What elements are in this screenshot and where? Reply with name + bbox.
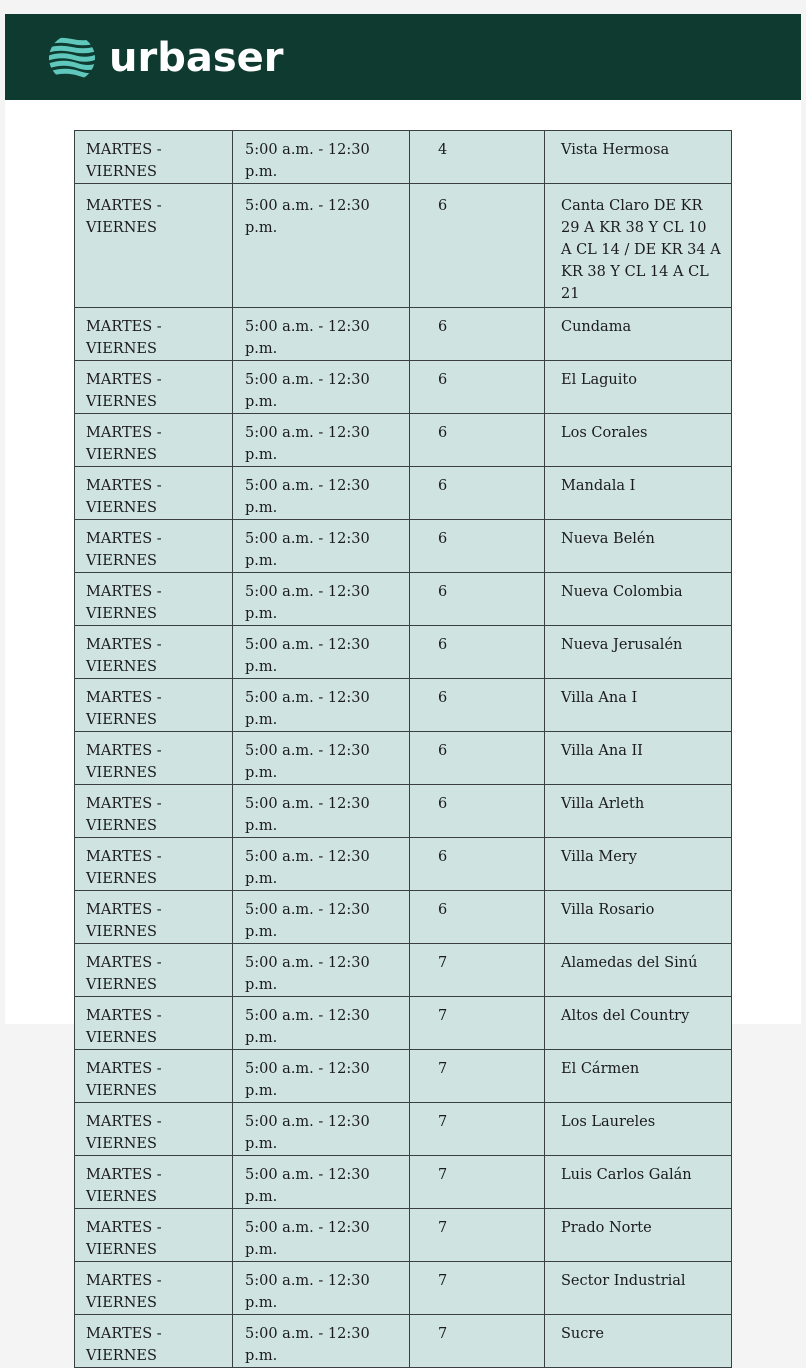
table-row xyxy=(75,1050,732,1103)
hours-cell: 5:00 a.m. - 12:30 p.m. xyxy=(233,1262,410,1315)
neighborhood-cell: Cundama xyxy=(545,308,732,361)
neighborhood-cell: Villa Ana II xyxy=(545,732,732,785)
number-cell: 6 xyxy=(410,414,545,467)
neighborhood-cell: Alamedas del Sinú xyxy=(545,944,732,997)
neighborhood-cell: Prado Norte xyxy=(545,1209,732,1262)
days-cell: MARTES - VIERNES xyxy=(75,1103,233,1156)
number-cell: 7 xyxy=(410,1209,545,1262)
hours-cell: 5:00 a.m. - 12:30 p.m. xyxy=(233,1156,410,1209)
table-row xyxy=(75,1262,732,1315)
days-cell: MARTES - VIERNES xyxy=(75,467,233,520)
collection-schedule-table xyxy=(74,130,732,1368)
hours-cell: 5:00 a.m. - 12:30 p.m. xyxy=(233,184,410,308)
table-row xyxy=(75,467,732,520)
days-cell: MARTES - VIERNES xyxy=(75,891,233,944)
number-cell: 7 xyxy=(410,997,545,1050)
number-cell: 6 xyxy=(410,891,545,944)
hours-cell: 5:00 a.m. - 12:30 p.m. xyxy=(233,308,410,361)
number-cell: 6 xyxy=(410,467,545,520)
hours-cell: 5:00 a.m. - 12:30 p.m. xyxy=(233,997,410,1050)
table-row xyxy=(75,308,732,361)
hours-cell: 5:00 a.m. - 12:30 p.m. xyxy=(233,626,410,679)
hours-cell: 5:00 a.m. - 12:30 p.m. xyxy=(233,131,410,184)
days-cell: MARTES - VIERNES xyxy=(75,944,233,997)
hours-cell: 5:00 a.m. - 12:30 p.m. xyxy=(233,361,410,414)
table-row xyxy=(75,1103,732,1156)
neighborhood-cell: Sector Industrial xyxy=(545,1262,732,1315)
table-row xyxy=(75,361,732,414)
table-row xyxy=(75,732,732,785)
hours-cell: 5:00 a.m. - 12:30 p.m. xyxy=(233,1050,410,1103)
days-cell: MARTES - VIERNES xyxy=(75,785,233,838)
neighborhood-cell: Villa Rosario xyxy=(545,891,732,944)
hours-cell: 5:00 a.m. - 12:30 p.m. xyxy=(233,467,410,520)
table-row xyxy=(75,131,732,184)
hours-cell: 5:00 a.m. - 12:30 p.m. xyxy=(233,1103,410,1156)
hours-cell: 5:00 a.m. - 12:30 p.m. xyxy=(233,520,410,573)
table-row xyxy=(75,679,732,732)
days-cell: MARTES - VIERNES xyxy=(75,1156,233,1209)
neighborhood-cell: Nueva Jerusalén xyxy=(545,626,732,679)
neighborhood-cell: El Laguito xyxy=(545,361,732,414)
days-cell: MARTES - VIERNES xyxy=(75,361,233,414)
neighborhood-cell: Los Laureles xyxy=(545,1103,732,1156)
table-row xyxy=(75,626,732,679)
number-cell: 7 xyxy=(410,1156,545,1209)
number-cell: 6 xyxy=(410,361,545,414)
neighborhood-cell: El Cármen xyxy=(545,1050,732,1103)
neighborhood-cell: Vista Hermosa xyxy=(545,131,732,184)
brand-name: urbaser xyxy=(109,35,284,81)
days-cell: MARTES - VIERNES xyxy=(75,1050,233,1103)
number-cell: 6 xyxy=(410,732,545,785)
neighborhood-cell: Villa Arleth xyxy=(545,785,732,838)
days-cell: MARTES - VIERNES xyxy=(75,1209,233,1262)
days-cell: MARTES - VIERNES xyxy=(75,679,233,732)
table-row xyxy=(75,184,732,308)
neighborhood-cell: Nueva Belén xyxy=(545,520,732,573)
neighborhood-cell: Nueva Colombia xyxy=(545,573,732,626)
hours-cell: 5:00 a.m. - 12:30 p.m. xyxy=(233,785,410,838)
neighborhood-cell: Villa Ana I xyxy=(545,679,732,732)
number-cell: 7 xyxy=(410,1262,545,1315)
hours-cell: 5:00 a.m. - 12:30 p.m. xyxy=(233,732,410,785)
table-row xyxy=(75,1156,732,1209)
table-row xyxy=(75,891,732,944)
urbaser-wave-logo-icon xyxy=(47,34,97,82)
table-row xyxy=(75,1209,732,1262)
table-row xyxy=(75,414,732,467)
table-row xyxy=(75,573,732,626)
days-cell: MARTES - VIERNES xyxy=(75,573,233,626)
neighborhood-cell: Canta Claro DE KR 29 A KR 38 Y CL 10 A CL 14 / DE KR 34 A KR 38 Y CL 14 A CL 21 xyxy=(545,184,732,308)
days-cell: MARTES - VIERNES xyxy=(75,997,233,1050)
number-cell: 6 xyxy=(410,838,545,891)
table-row xyxy=(75,1315,732,1368)
days-cell: MARTES - VIERNES xyxy=(75,131,233,184)
neighborhood-cell: Luis Carlos Galán xyxy=(545,1156,732,1209)
neighborhood-cell: Villa Mery xyxy=(545,838,732,891)
hours-cell: 5:00 a.m. - 12:30 p.m. xyxy=(233,679,410,732)
number-cell: 6 xyxy=(410,573,545,626)
number-cell: 6 xyxy=(410,626,545,679)
hours-cell: 5:00 a.m. - 12:30 p.m. xyxy=(233,1315,410,1368)
number-cell: 6 xyxy=(410,308,545,361)
days-cell: MARTES - VIERNES xyxy=(75,414,233,467)
number-cell: 6 xyxy=(410,520,545,573)
days-cell: MARTES - VIERNES xyxy=(75,626,233,679)
hours-cell: 5:00 a.m. - 12:30 p.m. xyxy=(233,891,410,944)
brand-logo xyxy=(47,34,284,82)
number-cell: 7 xyxy=(410,944,545,997)
table-row xyxy=(75,838,732,891)
number-cell: 7 xyxy=(410,1315,545,1368)
hours-cell: 5:00 a.m. - 12:30 p.m. xyxy=(233,573,410,626)
days-cell: MARTES - VIERNES xyxy=(75,184,233,308)
number-cell: 4 xyxy=(410,131,545,184)
neighborhood-cell: Mandala I xyxy=(545,467,732,520)
number-cell: 6 xyxy=(410,679,545,732)
days-cell: MARTES - VIERNES xyxy=(75,308,233,361)
brand-header xyxy=(5,14,801,100)
neighborhood-cell: Los Corales xyxy=(545,414,732,467)
days-cell: MARTES - VIERNES xyxy=(75,1262,233,1315)
number-cell: 6 xyxy=(410,785,545,838)
hours-cell: 5:00 a.m. - 12:30 p.m. xyxy=(233,944,410,997)
table-row xyxy=(75,997,732,1050)
neighborhood-cell: Sucre xyxy=(545,1315,732,1368)
neighborhood-cell: Altos del Country xyxy=(545,997,732,1050)
number-cell: 6 xyxy=(410,184,545,308)
number-cell: 7 xyxy=(410,1050,545,1103)
days-cell: MARTES - VIERNES xyxy=(75,838,233,891)
table-row xyxy=(75,944,732,997)
number-cell: 7 xyxy=(410,1103,545,1156)
days-cell: MARTES - VIERNES xyxy=(75,520,233,573)
hours-cell: 5:00 a.m. - 12:30 p.m. xyxy=(233,414,410,467)
hours-cell: 5:00 a.m. - 12:30 p.m. xyxy=(233,1209,410,1262)
days-cell: MARTES - VIERNES xyxy=(75,1315,233,1368)
table-row xyxy=(75,520,732,573)
hours-cell: 5:00 a.m. - 12:30 p.m. xyxy=(233,838,410,891)
table-row xyxy=(75,785,732,838)
document-page xyxy=(5,14,801,1364)
days-cell: MARTES - VIERNES xyxy=(75,732,233,785)
